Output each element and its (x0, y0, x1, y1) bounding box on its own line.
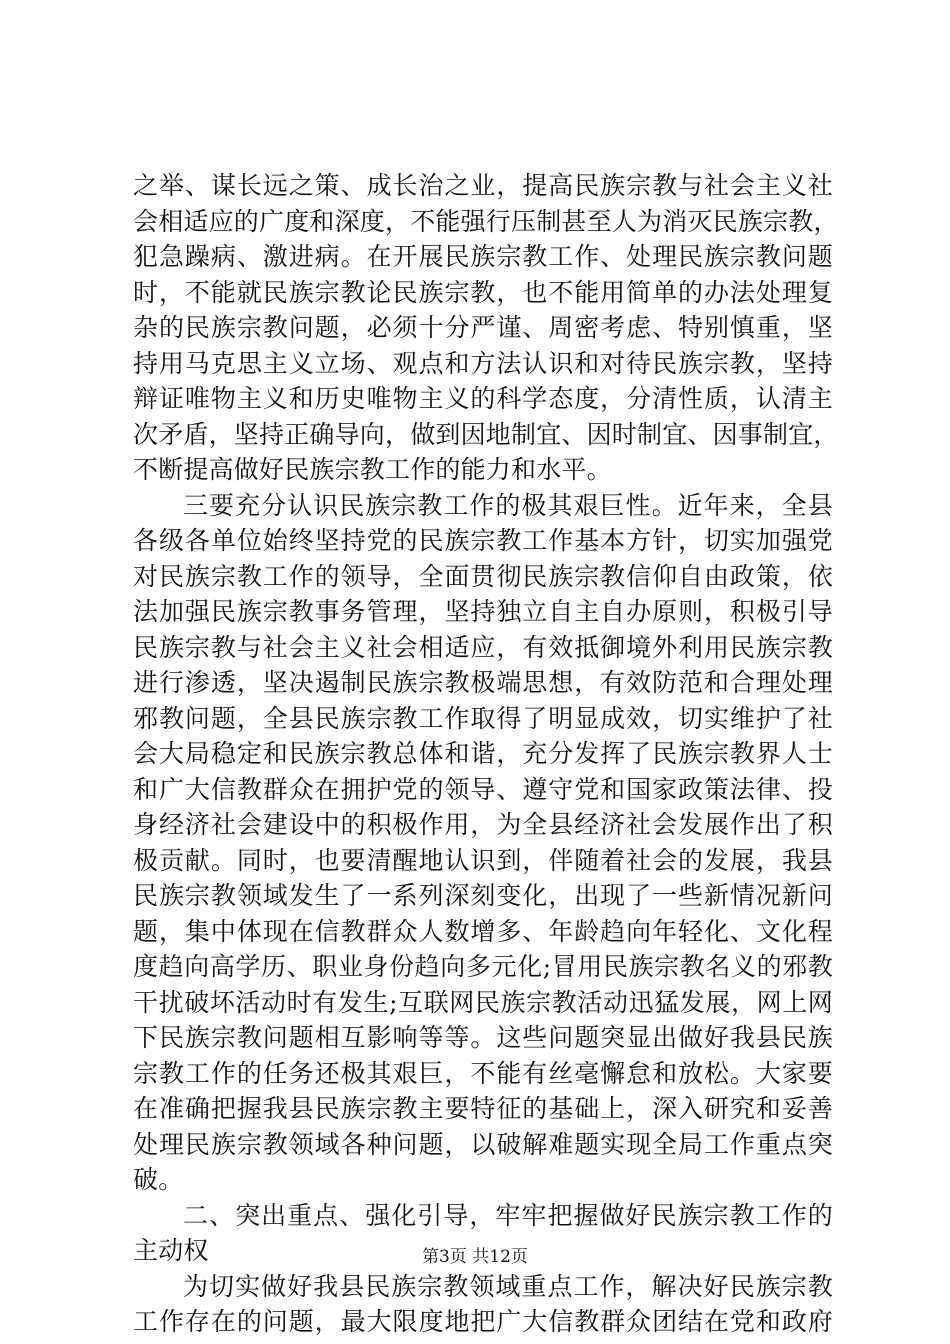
text-line: 二、突出重点、强化引导，牢牢把握做好民族宗教工作的 (183, 1200, 833, 1230)
text-line: 各级各单位始终坚持党的民族宗教工作基本方针，切实加强党 (133, 526, 833, 555)
text-line: 不断提高做好民族宗教工作的能力和水平。 (133, 455, 612, 484)
text-line: 题，集中体现在信教群众人数增多、年龄趋向年轻化、文化程 (133, 916, 833, 946)
text-line: 处理民族宗教领域各种问题，以破解难题实现全局工作重点突 (133, 1129, 833, 1159)
text-line: 三要充分认识民族宗教工作的极其艰巨性。近年来，全县 (183, 490, 833, 520)
text-line: 犯急躁病、激进病。在开展民族宗教工作、处理民族宗教问题 (133, 242, 833, 271)
text-line: 工作存在的问题，最大限度地把广大信教群众团结在党和政府 (133, 1307, 833, 1336)
text-line: 次矛盾，坚持正确导向，做到因地制宜、因时制宜、因事制宜， (133, 419, 839, 449)
text-line: 持用马克思主义立场、观点和方法认识和对待民族宗教，坚持 (133, 348, 833, 378)
text-line: 时，不能就民族宗教论民族宗教，也不能用简单的办法处理复 (133, 277, 833, 307)
text-line: 身经济社会建设中的积极作用，为全县经济社会发展作出了积 (133, 810, 833, 839)
text-line: 和广大信教群众在拥护党的领导、遵守党和国家政策法律、投 (133, 774, 833, 804)
text-line: 为切实做好我县民族宗教领域重点工作，解决好民族宗教 (183, 1271, 833, 1301)
text-line: 会大局稳定和民族宗教总体和谐，充分发挥了民族宗教界人士 (133, 739, 833, 768)
page-footer: 第3页 共12页 (422, 1247, 528, 1267)
text-line: 主动权 (133, 1236, 209, 1265)
text-line: 会相适应的广度和深度，不能强行压制甚至人为消灭民族宗教， (133, 206, 839, 236)
text-line: 在准确把握我县民族宗教主要特征的基础上，深入研究和妥善 (133, 1094, 833, 1123)
text-line: 干扰破坏活动时有发生;互联网民族宗教活动迅猛发展，网上网 (133, 987, 833, 1017)
text-line: 杂的民族宗教问题，必须十分严谨、周密考虑、特别慎重，坚 (133, 313, 833, 342)
text-line: 民族宗教领域发生了一系列深刻变化，出现了一些新情况新问 (133, 881, 833, 910)
body-text (133, 168, 839, 1340)
text-line: 邪教问题，全县民族宗教工作取得了明显成效，切实维护了社 (133, 703, 833, 733)
text-line: 破。 (133, 1165, 184, 1194)
text-line: 法加强民族宗教事务管理，坚持独立自主自办原则，积极引导 (133, 597, 833, 626)
text-line: 进行渗透，坚决遏制民族宗教极端思想，有效防范和合理处理 (133, 668, 833, 697)
text-line: 辩证唯物主义和历史唯物主义的科学态度，分清性质，认清主 (133, 384, 833, 413)
text-line: 对民族宗教工作的领导，全面贯彻民族宗教信仰自由政策，依 (133, 561, 833, 591)
text-line: 度趋向高学历、职业身份趋向多元化;冒用民族宗教名义的邪教 (133, 952, 833, 981)
text-line: 极贡献。同时，也要清醒地认识到，伴随着社会的发展，我县 (133, 845, 833, 875)
text-line: 之举、谋长远之策、成长治之业，提高民族宗教与社会主义社 (133, 171, 833, 200)
text-line: 宗教工作的任务还极其艰巨，不能有丝毫懈怠和放松。大家要 (133, 1058, 833, 1088)
text-line: 民族宗教与社会主义社会相适应，有效抵御境外利用民族宗教 (133, 632, 833, 662)
text-line: 下民族宗教问题相互影响等等。这些问题突显出做好我县民族 (133, 1023, 833, 1052)
